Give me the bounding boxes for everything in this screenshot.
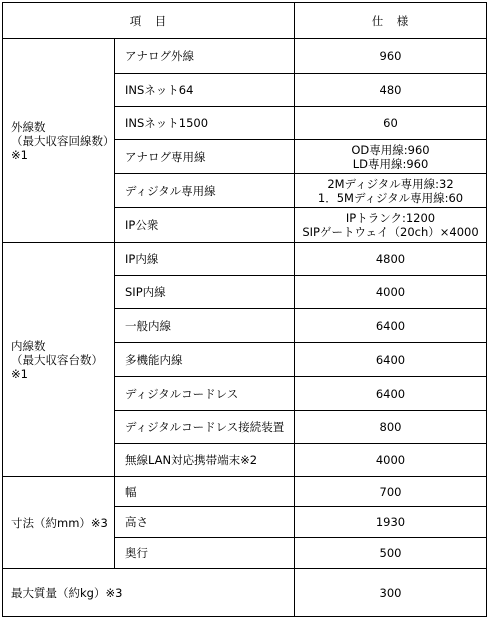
- spec-cell: [295, 477, 487, 507]
- category-extensions: [3, 243, 115, 477]
- spec-value-line: 1．5Mディジタル専用線:60: [317, 190, 464, 205]
- spec-value-line: 6400: [375, 386, 406, 401]
- category-label-line: ※1: [11, 147, 28, 162]
- spec-cell: [295, 208, 487, 243]
- item-cell: 幅: [115, 477, 295, 507]
- spec-value-line: 1930: [375, 515, 406, 529]
- table-row: [3, 243, 487, 276]
- spec-cell: [295, 243, 487, 276]
- item-cell: ディジタル専用線: [115, 174, 295, 208]
- footer-row: [3, 569, 487, 617]
- spec-value-line: 500: [379, 546, 402, 560]
- item-cell: アナログ専用線: [115, 140, 295, 174]
- item-cell: IP内線: [115, 243, 295, 276]
- table-row: [3, 477, 487, 507]
- item-cell: 無線LAN対応携帯端末※2: [115, 444, 295, 477]
- spec-cell: [295, 107, 487, 140]
- spec-value-line: 480: [379, 83, 402, 97]
- item-cell: 一般内線: [115, 309, 295, 343]
- category-dimensions: [3, 477, 115, 569]
- footer-label: 最大質量（約kg）※3: [3, 569, 295, 617]
- spec-cell: [295, 309, 487, 343]
- spec-table-body: [3, 39, 487, 617]
- spec-value-line: 6400: [375, 318, 406, 333]
- item-cell: INSネット1500: [115, 107, 295, 140]
- spec-value-line: 700: [379, 484, 402, 499]
- header-spec: 仕 様: [295, 3, 487, 39]
- spec-cell: [295, 444, 487, 477]
- spec-cell: [295, 174, 487, 208]
- spec-value-line: LD専用線:960: [352, 156, 429, 171]
- table-row: [3, 39, 487, 74]
- category-label-line: （最大収容回線数）: [11, 133, 115, 148]
- item-cell: 高さ: [115, 507, 295, 538]
- spec-value-line: 4800: [375, 252, 406, 266]
- spec-cell: [295, 276, 487, 309]
- spec-cell: [295, 74, 487, 107]
- spec-value-line: IPトランク:1200: [345, 211, 436, 225]
- item-cell: ディジタルコードレス: [115, 377, 295, 411]
- item-cell: アナログ外線: [115, 39, 295, 74]
- spec-cell: [295, 538, 487, 569]
- item-cell: INSネット64: [115, 74, 295, 107]
- item-cell: SIP内線: [115, 276, 295, 309]
- footer-spec: 300: [295, 569, 487, 617]
- header-row: [3, 3, 487, 39]
- header-item: 項 目: [3, 3, 295, 39]
- spec-value-line: 2Mディジタル専用線:32: [327, 176, 454, 191]
- category-outside-lines: [3, 39, 115, 243]
- spec-value-line: 4000: [375, 453, 406, 467]
- item-cell: 奥行: [115, 538, 295, 569]
- spec-value-line: 6400: [375, 352, 406, 367]
- spec-cell: [295, 140, 487, 174]
- spec-value-line: 4000: [375, 285, 406, 299]
- spec-value-line: SIPゲートウェイ（20ch）×4000: [302, 225, 479, 239]
- spec-cell: [295, 343, 487, 377]
- spec-cell: [295, 411, 487, 444]
- category-label-line: 寸法（約mm）※3: [11, 515, 108, 530]
- spec-value-line: 60: [383, 116, 398, 130]
- spec-value-line: 800: [379, 420, 402, 434]
- item-cell: IP公衆: [115, 208, 295, 243]
- spec-cell: [295, 377, 487, 411]
- spec-value-line: OD専用線:960: [351, 142, 430, 157]
- spec-table: [2, 2, 487, 617]
- category-label-line: ※1: [11, 366, 28, 381]
- category-label-line: 外線数: [11, 119, 46, 134]
- spec-cell: [295, 39, 487, 74]
- spec-cell: [295, 507, 487, 538]
- spec-value-line: 960: [379, 49, 402, 63]
- category-label-line: 内線数: [11, 338, 46, 353]
- category-label-line: （最大収容台数）: [11, 352, 103, 367]
- item-cell: ディジタルコードレス接続装置: [115, 411, 295, 444]
- item-cell: 多機能内線: [115, 343, 295, 377]
